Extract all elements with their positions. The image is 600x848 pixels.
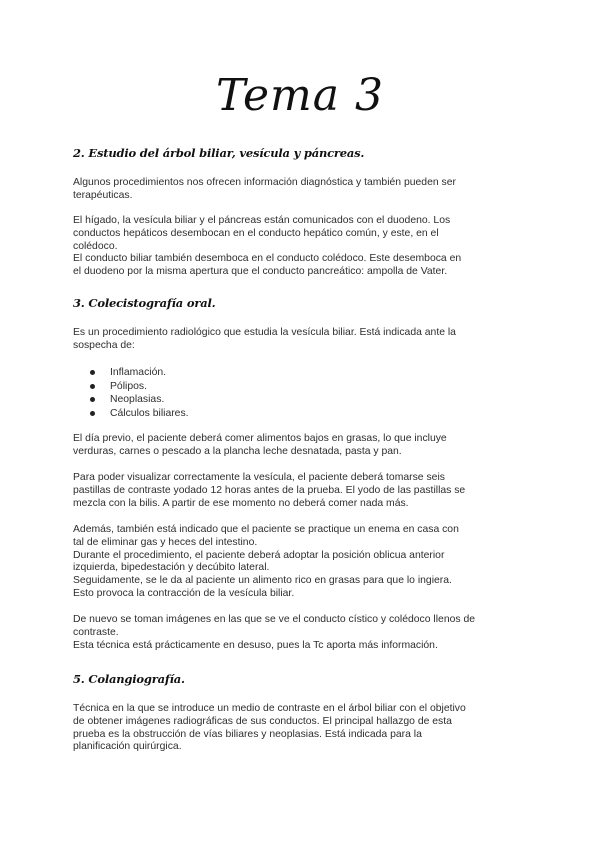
list-item: Neoplasias. (88, 393, 189, 407)
bullet-icon (90, 370, 95, 375)
paragraph-s3-1: Es un procedimiento radiológico que estudia la vesícula biliar. Está indicada ante la sospecha de: (73, 327, 456, 351)
paragraph-s3-2: El día previo, el paciente deberá comer alimentos bajos en grasas, lo que incluye verduras, carnes o pescado a la plancha leche desnatada, pasta y pan. (73, 433, 447, 457)
paragraph-s3-3: Para poder visualizar correctamente la vesícula, el paciente deberá tomarse seis pastillas de contraste yodado 12 horas antes de la prueba. El yodo de las pastillas se mezcla con la bilis. A partir de ese momento no deberá comer nada más. (73, 472, 466, 509)
heading-section-5: 5. Colangiografía. (73, 672, 185, 686)
paragraph-s2-2: El hígado, la vesícula biliar y el páncreas están comunicados con el duodeno. Los conductos hepáticos desembocan en el conducto hepático común, y este, en el colédoco. El conducto biliar también desemboca en el conducto colédoco. Este desemboca en el duodeno por la misma apertura que el conducto pancreático: ampolla de Vater. (73, 215, 462, 278)
paragraph-s3-4: Además, también está indicado que el paciente se practique un enema en casa con tal de eliminar gas y heces del intestino. Durante el procedimiento, el paciente deberá adoptar la posición oblicua anterior izquierda, bipedestación y decúbito lateral. Seguidamente, se le da al paciente un alimento rico en grasas para que lo ingiera. Esto provoca la contracción de la vesícula biliar. (73, 524, 459, 599)
bullet-icon (90, 384, 95, 389)
bullet-icon (90, 397, 95, 402)
bullet-icon (90, 411, 95, 416)
symptom-list (88, 366, 189, 420)
page-title: Tema 3 (216, 70, 384, 121)
list-item: Pólipos. (88, 380, 189, 394)
heading-section-3: 3. Colecistografía oral. (73, 296, 216, 310)
paragraph-s2-1: Algunos procedimientos nos ofrecen información diagnóstica y también pueden ser terapéuticas. (73, 177, 456, 201)
list-item: Cálculos biliares. (88, 407, 189, 421)
paragraph-s3-5: De nuevo se toman imágenes en las que se ve el conducto cístico y colédoco llenos de contraste. Esta técnica está prácticamente en desuso, pues la Tc aporta más información. (73, 614, 476, 651)
paragraph-s5-1: Técnica en la que se introduce un medio de contraste en el árbol biliar con el objetivo de obtener imágenes radiográficas de sus conductos. El principal hallazgo de esta prueba es la obstrucción de vías biliares y neoplasias. Está indicada para la planificación quirúrgica. (73, 703, 466, 753)
heading-section-2: 2. Estudio del árbol biliar, vesícula y páncreas. (73, 146, 365, 160)
list-item: Inflamación. (88, 366, 189, 380)
